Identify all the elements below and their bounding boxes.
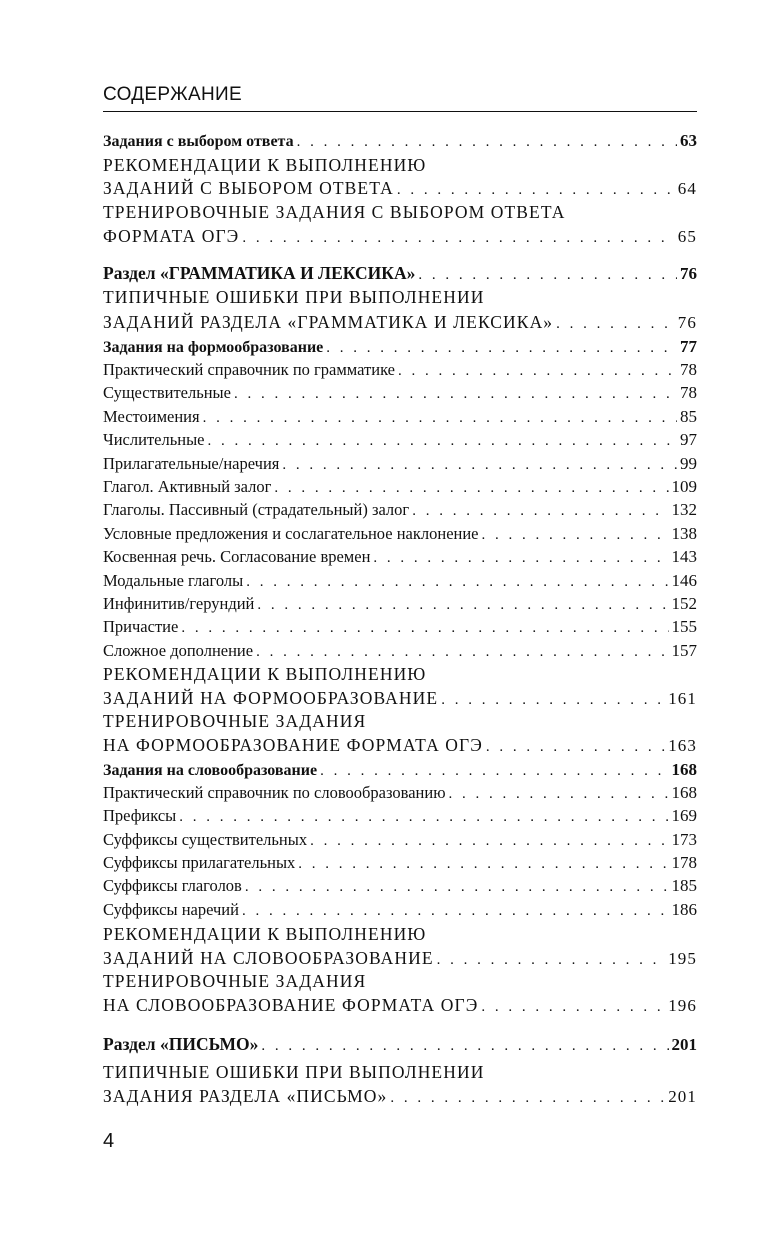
toc-entry-lead: ТИПИЧНЫЕ ОШИБКИ ПРИ ВЫПОЛНЕНИИ [103,287,485,307]
dot-leader [234,386,677,403]
toc-entry-title: Суффиксы существительных [103,830,308,849]
toc-entry[interactable] [103,876,697,896]
toc-entry-page: 78 [680,383,697,402]
dot-leader [274,480,668,497]
toc-entry-page: 97 [680,430,697,449]
toc-entry-title: Глаголы. Пассивный (страдательный) залог [103,500,410,519]
dot-leader [245,879,669,896]
toc-entry-lead: ТРЕНИРОВОЧНЫЕ ЗАДАНИЯ [103,711,367,731]
toc-entry-page: 76 [677,313,697,332]
toc-entry[interactable] [103,547,697,567]
toc-entry-title: ЗАДАНИЯ РАЗДЕЛА «ПИСЬМО» [103,1086,388,1106]
toc-entry-page: 196 [668,996,697,1015]
toc-entry[interactable] [103,430,697,450]
dot-leader [298,856,668,873]
dot-leader [441,692,665,709]
toc-entry-lead: ТИПИЧНЫЕ ОШИБКИ ПРИ ВЫПОЛНЕНИИ [103,1062,485,1082]
toc-entry-page: 76 [680,264,697,283]
dot-leader [486,739,665,756]
toc-entry-title: Суффиксы наречий [103,900,239,919]
dot-leader [418,267,677,284]
toc-entry-title: ФОРМАТА ОГЭ [103,226,240,246]
toc-entry-title: Местоимения [103,407,200,426]
toc-entry-title: Задания на формообразование [103,339,324,356]
toc-entry-page: 85 [680,407,697,426]
toc-entry[interactable] [103,500,697,520]
toc-entry[interactable] [103,383,697,403]
toc-entry-page: 143 [671,547,697,566]
dot-leader [181,620,668,637]
toc-entry[interactable] [103,1086,697,1107]
toc-entry-page: 157 [671,641,697,660]
toc-entry-title: Префиксы [103,806,177,825]
toc-entry[interactable] [103,760,697,780]
toc-entry-page: 168 [671,783,697,802]
dot-leader [257,597,668,614]
dot-leader [246,574,668,591]
toc-entry[interactable] [103,360,697,380]
dot-leader [203,410,677,427]
dot-leader [373,550,668,567]
toc-entry[interactable] [103,524,697,544]
toc-entry-title: Раздел «ПИСЬМО» [103,1034,259,1054]
toc-entry-page: 185 [671,876,697,895]
toc-entry-lead: ТРЕНИРОВОЧНЫЕ ЗАДАНИЯ [103,971,367,991]
toc-entry-page: 63 [680,131,697,150]
toc-entry-page: 201 [668,1087,697,1106]
dot-leader [398,363,677,380]
toc-entry-title: Прилагательные/наречия [103,454,280,473]
dot-leader [256,644,668,661]
toc-entry[interactable] [103,178,697,199]
toc-entry-page: 155 [671,617,697,636]
toc-entry-page: 195 [668,949,697,968]
toc-entry-title: ЗАДАНИЙ С ВЫБОРОМ ОТВЕТА [103,178,394,198]
toc-entry-page: 186 [671,900,697,919]
toc-entry[interactable] [103,900,697,920]
toc-entry-title: НА СЛОВООБРАЗОВАНИЕ ФОРМАТА ОГЭ [103,995,479,1015]
toc-entry-title: ЗАДАНИЙ НА СЛОВООБРАЗОВАНИЕ [103,948,434,968]
dot-leader [320,763,668,780]
toc-entry-title: Условные предложения и сослагательное наклонение [103,524,479,543]
running-header: СОДЕРЖАНИЕ [103,84,242,105]
toc-entry-page: 77 [680,337,697,356]
dot-leader [390,1090,665,1107]
toc-entry-title: Модальные глаголы [103,571,244,590]
toc-entry[interactable] [103,783,697,803]
toc-entry-title: Причастие [103,617,179,636]
toc-entry-title: Существительные [103,383,231,402]
page-number: 4 [103,1130,115,1152]
toc-entry-page: 163 [668,736,697,755]
toc-entry[interactable] [103,948,697,969]
toc-entry-title: Числительные [103,430,205,449]
toc-entry-title: Суффиксы глаголов [103,876,242,895]
toc-entry[interactable] [103,131,697,151]
toc-entry-title: Практический справочник по грамматике [103,360,395,379]
toc-entry-title: Инфинитив/герундий [103,594,255,613]
toc-entry[interactable] [103,735,697,756]
toc-entry[interactable] [103,617,697,637]
toc-entry[interactable] [103,1034,697,1055]
dot-leader [326,340,677,357]
toc-entry-title: ЗАДАНИЙ РАЗДЕЛА «ГРАММАТИКА И ЛЕКСИКА» [103,312,554,332]
toc-entry-page: 78 [680,360,697,379]
toc-entry-page: 99 [680,454,697,473]
toc-entry[interactable] [103,337,697,357]
toc-entry[interactable] [103,995,697,1016]
toc-entry-page: 146 [671,571,697,590]
toc-entry-title: Сложное дополнение [103,641,254,660]
toc-entry[interactable] [103,454,697,474]
dot-leader [282,457,677,474]
toc-entry[interactable] [103,641,697,661]
toc-entry-page: 132 [671,500,697,519]
dot-leader [242,230,674,247]
toc-entry-title: Задания на словообразование [103,762,318,779]
toc-entry[interactable] [103,226,697,247]
toc-entry-title: Косвенная речь. Согласование времен [103,547,371,566]
toc-entry-page: 201 [671,1035,697,1054]
toc-entry-lead: РЕКОМЕНДАЦИИ К ВЫПОЛНЕНИЮ [103,155,427,175]
toc-entry-title: Глагол. Активный залог [103,477,272,496]
toc-entry-page: 152 [671,594,697,613]
toc-entry[interactable] [103,688,697,709]
toc-entry-page: 169 [671,806,697,825]
toc-entry-title: Суффиксы прилагательных [103,853,296,872]
toc-entry-lead: РЕКОМЕНДАЦИИ К ВЫПОЛНЕНИЮ [103,664,427,684]
dot-leader [482,527,669,544]
toc-entry-lead: ТРЕНИРОВОЧНЫЕ ЗАДАНИЯ С ВЫБОРОМ ОТВЕТА [103,202,566,222]
dot-leader [242,903,669,920]
toc-entry-page: 64 [677,179,697,198]
toc-entry-title: ЗАДАНИЙ НА ФОРМООБРАЗОВАНИЕ [103,688,439,708]
toc-entry-page: 161 [668,689,697,708]
dot-leader [310,833,668,850]
dot-leader [179,809,668,826]
toc-entry[interactable] [103,571,697,591]
toc-entry-page: 168 [671,760,697,779]
toc-entry[interactable] [103,853,697,873]
dot-leader [412,503,668,520]
dot-leader [481,999,665,1016]
toc-entry[interactable] [103,477,697,497]
toc-entry[interactable] [103,407,697,427]
toc-entry-title: Практический справочник по словообразованию [103,783,446,802]
dot-leader [437,952,666,969]
dot-leader [556,316,675,333]
toc-entry[interactable] [103,594,697,614]
dot-leader [449,786,669,803]
toc-entry-title: Задания с выбором ответа [103,133,294,150]
toc-entry[interactable] [103,806,697,826]
toc-entry-page: 65 [677,227,697,246]
toc-entry[interactable] [103,830,697,850]
toc-entry[interactable] [103,312,697,333]
toc-entry-page: 178 [671,853,697,872]
toc-entry-title: Раздел «ГРАММАТИКА И ЛЕКСИКА» [103,263,416,283]
dot-leader [207,433,677,450]
toc-entry-title: НА ФОРМООБРАЗОВАНИЕ ФОРМАТА ОГЭ [103,735,483,755]
dot-leader [297,134,677,151]
toc-entry-page: 109 [671,477,697,496]
toc-entry-page: 173 [671,830,697,849]
dot-leader [261,1038,668,1055]
dot-leader [397,182,675,199]
toc-entry-lead: РЕКОМЕНДАЦИИ К ВЫПОЛНЕНИЮ [103,924,427,944]
toc-entry[interactable] [103,263,697,284]
toc-entry-page: 138 [671,524,697,543]
